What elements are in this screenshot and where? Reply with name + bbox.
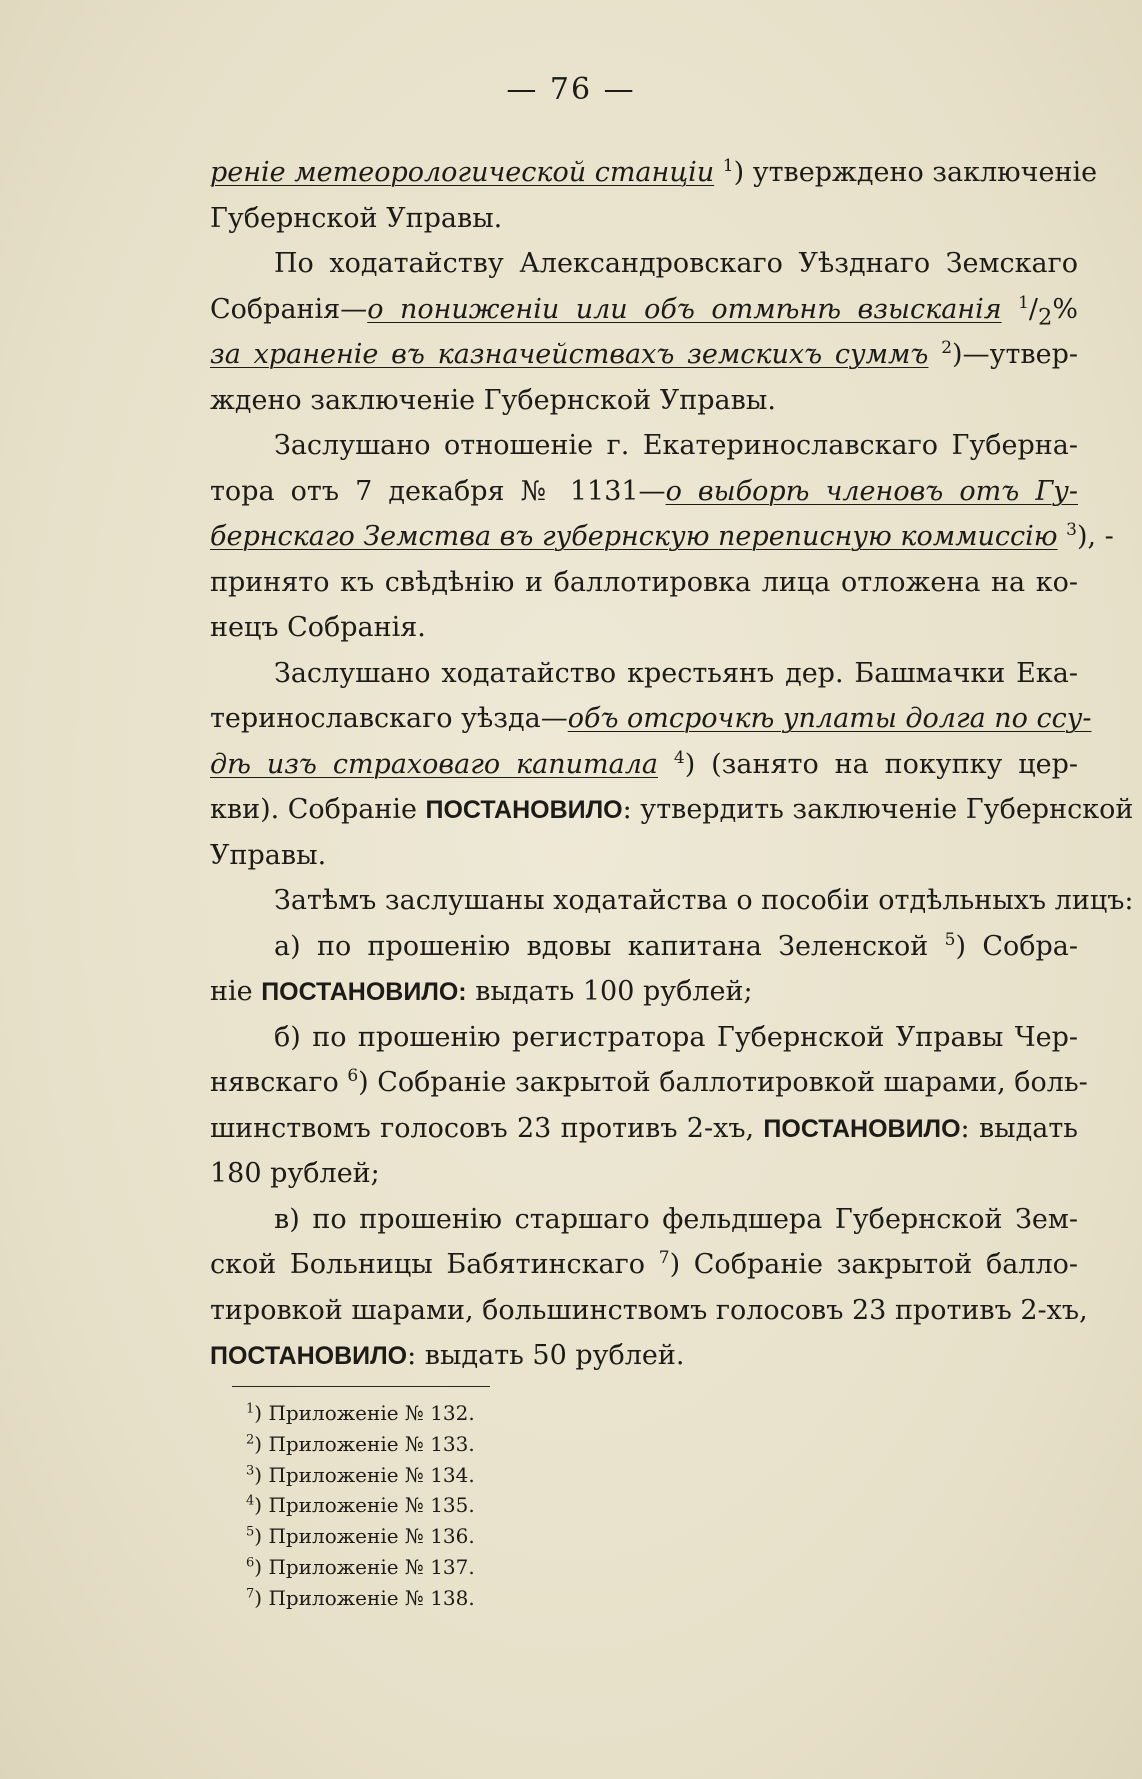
bold-word: ПОСТАНОВИЛО: [261,978,467,1006]
footnote-text: ) Приложеніе № 133. [254,1431,475,1456]
text-run: Затѣмъ заслушаны ходатайства о пособіи отдѣльныхъ лицъ: [274,885,1134,916]
text-run [714,157,723,188]
footnote-text: ) Приложеніе № 132. [254,1401,475,1425]
text-run: нецъ Собранія. [210,612,426,643]
text-run: а) по прошенію вдовы капитана Зеленской [274,930,945,962]
italic-phrase: дѣ изъ страховаго капитала [210,748,658,780]
text-run: Заслушано ходатайство крестьянъ дер. Башмачки Ека- [274,657,1078,689]
bold-word: ПОСТАНОВИЛО [425,796,623,824]
text-run: ) утверждено заключеніе [733,157,1098,188]
footnote [246,1398,475,1429]
text-run: шинствомъ голосовъ 23 противъ 2-хъ, [210,1112,764,1144]
text-run: Губернской Управы. [210,202,503,234]
text-run: теринославскаго уѣзда— [210,703,568,734]
text-line [210,878,1134,924]
text-line [210,1015,1078,1061]
text-run [1058,521,1067,552]
text-run: Заслушано отношеніе г. Екатеринославскаго Губерна- [274,430,1078,461]
text-run: : выдать [960,1112,1078,1144]
footnote-ref: 1 [722,156,734,176]
text-run: ждено заключеніе Губернской Управы. [210,384,776,416]
footnote-text: ) Приложеніе № 138. [254,1585,475,1610]
footnote-ref: 5 [944,929,956,950]
text-run: тировкой шарами, большинствомъ голосовъ 23 противъ 2-хъ, [210,1294,1088,1326]
text-run [658,749,674,780]
text-run: По ходатайству Александровскаго Уѣзднаго Земскаго [274,248,1078,279]
footnote-text: ) Приложеніе № 136. [254,1524,475,1549]
bold-word: ПОСТАНОВИЛО [210,1342,408,1370]
text-line [210,1288,1088,1334]
footnotes [246,1398,475,1614]
text-run: выдать 100 рублей; [466,976,753,1007]
text-run: )—утвер- [952,339,1078,370]
page-number: — 76 — [506,72,636,107]
footnote [246,1460,475,1491]
text-run: 2 [1038,303,1053,330]
text-run: ніе [210,976,262,1007]
footnote-ref: 4 [673,747,685,768]
footnote-ref: 3 [1066,520,1077,540]
text-line [210,196,1078,242]
text-line [210,833,1078,879]
footnote [246,1429,475,1460]
text-run: ) Собраніе закрытой баллотировкой шарами, боль- [358,1067,1088,1098]
footnote-mark: 3 [246,1462,255,1478]
text-line [210,514,1114,560]
text-line [210,1151,1078,1197]
text-line [210,1060,1088,1106]
text-run: : выдать 50 рублей. [407,1340,685,1371]
text-run: : утвердить заключеніе Губернской [622,794,1134,825]
text-line [210,605,1078,651]
text-line [210,1197,1078,1243]
footnote [246,1490,475,1521]
text-run: 180 рублей; [210,1158,380,1189]
text-line [210,787,1134,833]
italic-phrase: о пониженіи или объ отмѣнѣ взысканія [367,293,1002,325]
italic-phrase: за храненіе въ казначействахъ земскихъ суммъ [210,339,929,370]
footnote-mark: 2 [246,1432,255,1448]
text-run: Собранія— [210,293,368,325]
text-run: ской Больницы Бабятинскаго [210,1249,659,1280]
text-line [210,332,1078,378]
footnote-ref: 7 [658,1248,670,1268]
text-line [210,651,1078,697]
text-run [1002,294,1018,325]
footnote-mark: 1 [246,1401,255,1417]
text-line [210,241,1078,287]
footnote-mark: 7 [246,1586,255,1602]
text-run: принято къ свѣдѣнію и баллотировка лица отложена на ко- [210,566,1078,598]
text-run: в) по прошенію старшаго фельдшера Губернской Зем- [274,1203,1078,1235]
text-line [210,742,1078,788]
italic-phrase: о выборѣ членовъ отъ Гу- [665,475,1078,507]
text-run: % [1052,293,1078,325]
text-run: ) Собра- [955,930,1078,962]
text-line [210,1333,1078,1379]
text-run: ), - [1076,521,1114,552]
footnote-text: ) Приложеніе № 134. [254,1462,475,1487]
text-line [210,969,1078,1015]
text-line [210,378,1078,424]
text-run: б) по прошенію регистратора Губернской Управы Чер- [274,1021,1078,1053]
footnote [246,1552,475,1583]
footnote-text: ) Приложеніе № 137. [254,1554,475,1579]
text-run: Управы. [210,839,327,871]
footnote-ref: 1 [1018,292,1029,313]
text-run: тора отъ 7 декабря № 1131— [210,475,666,507]
text-line [210,287,1078,333]
text-run: кви). Собраніе [210,794,426,825]
italic-phrase: реніе метеорологической станціи [210,157,715,188]
text-run: / [1028,293,1039,325]
footnote-mark: 4 [246,1493,255,1509]
text-run: нявскаго [210,1067,348,1098]
italic-phrase: объ отсрочкѣ уплаты долга по ссу- [567,703,1092,734]
footnote-ref: 2 [941,338,953,358]
text-run: ) (занято на покупку цер- [684,748,1078,780]
footnote [246,1521,475,1552]
footnote-rule [232,1386,490,1387]
text-run: ) Собраніе закрытой балло- [669,1249,1078,1280]
footnote-mark: 6 [246,1555,255,1571]
text-line [210,560,1078,606]
text-line [210,150,1098,196]
main-text [210,150,1134,1379]
footnote-ref: 6 [347,1066,359,1086]
text-line [210,423,1078,469]
footnote [246,1583,475,1614]
italic-phrase: бернскаго Земства въ губернскую переписную коммиссію [210,521,1058,552]
text-line [210,1106,1078,1152]
text-run [928,339,941,370]
footnote-text: ) Приложеніе № 135. [254,1493,475,1518]
footnote-mark: 5 [246,1524,255,1540]
bold-word: ПОСТАНОВИЛО [763,1114,961,1143]
text-line [210,1242,1078,1288]
text-line [210,469,1078,515]
text-line [210,696,1092,742]
text-line [210,924,1078,970]
